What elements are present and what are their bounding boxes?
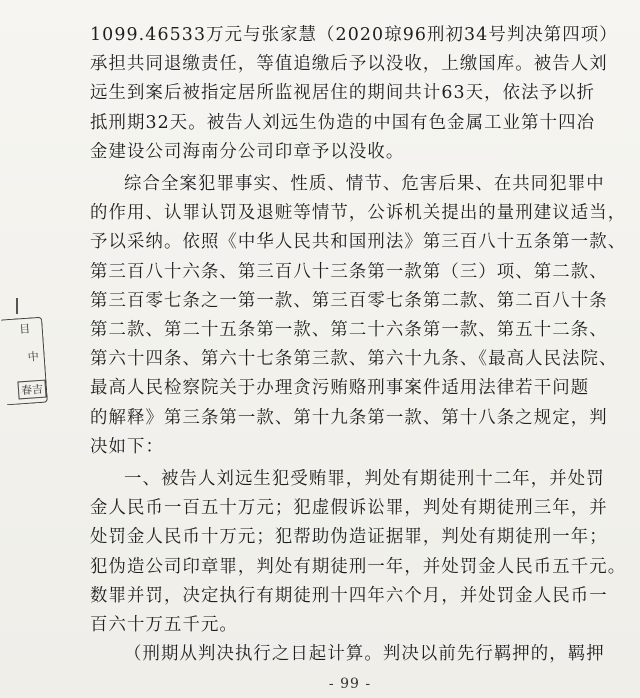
text-line: 金人民币一百五十万元；犯虚假诉讼罪，判处有期徒刑三年，并: [90, 498, 608, 518]
stamp-middle-text: 中: [27, 350, 40, 364]
text-line: 第三百八十六条、第三百八十三条第一款第（三）项、第二款、: [90, 262, 608, 282]
text-line: 的作用、认罪认罚及退赃等情节，公诉机关提出的量刑建议适当，: [90, 203, 627, 223]
text-line: 金建设公司海南分公司印章予以没收。: [90, 142, 405, 162]
stamp-top-text: 目: [17, 322, 32, 337]
paragraph-first-line: 综合全案犯罪事实、性质、情节、危害后果、在共同犯罪中: [124, 174, 605, 194]
text-line: 处罚金人民币十万元；犯帮助伪造证据罪，判处有期徒刑一年；: [90, 527, 608, 547]
text-line: 百六十万五千元。: [90, 615, 238, 635]
stamp-bottom-text: 春吉: [17, 380, 46, 400]
page-number-text: - 99 -: [328, 676, 372, 692]
text-line: 1099.46533万元与张家慧（2020琼96刑初34号判决第四项）: [90, 25, 618, 45]
text-line: 的解释》第三条第一款、第十九条第一款、第十八条之规定，判: [90, 408, 608, 428]
text-line: 第六十四条、第六十七条第三款、第六十九条、《最高人民法院、: [90, 349, 618, 369]
text-line: 第三百零七条之一第一款、第三百零七条第二款、第二百八十条: [90, 291, 608, 311]
text-line: 抵刑期32天。被告人刘远生伪造的中国有色金属工业第十四冶: [90, 113, 596, 133]
text-line: 远生到案后被指定居所监视居住的期间共计63天，依法予以折: [90, 83, 596, 103]
page-number: [0, 676, 640, 692]
text-line: 第二款、第二十五条第一款、第二十六条第一款、第五十二条、: [90, 320, 608, 340]
text-line: 最高人民检察院关于办理贪污贿赂刑事案件适用法律若干问题: [90, 378, 590, 398]
text-line: 犯伪造公司印章罪，判处有期徒刑一年，并处罚金人民币五千元。: [90, 557, 627, 577]
paragraph-first-line: （刑期从判决执行之日起计算。判决以前先行羁押的，羁押: [124, 644, 605, 664]
paragraph-first-line: 一、被告人刘远生犯受贿罪，判处有期徒刑十二年，并处罚: [124, 469, 605, 489]
text-line: 数罪并罚，决定执行有期徒刑十四年六个月，并处罚金人民币一: [90, 586, 608, 606]
margin-tick-mark: [16, 298, 18, 314]
margin-seal-stamp: [1, 317, 48, 406]
text-line: 承担共同退缴责任，等值追缴后予以没收，上缴国库。被告人刘: [90, 54, 608, 74]
text-line: 决如下：: [90, 437, 164, 457]
text-line: 予以采纳。依照《中华人民共和国刑法》第三百八十五条第一款、: [90, 232, 627, 252]
